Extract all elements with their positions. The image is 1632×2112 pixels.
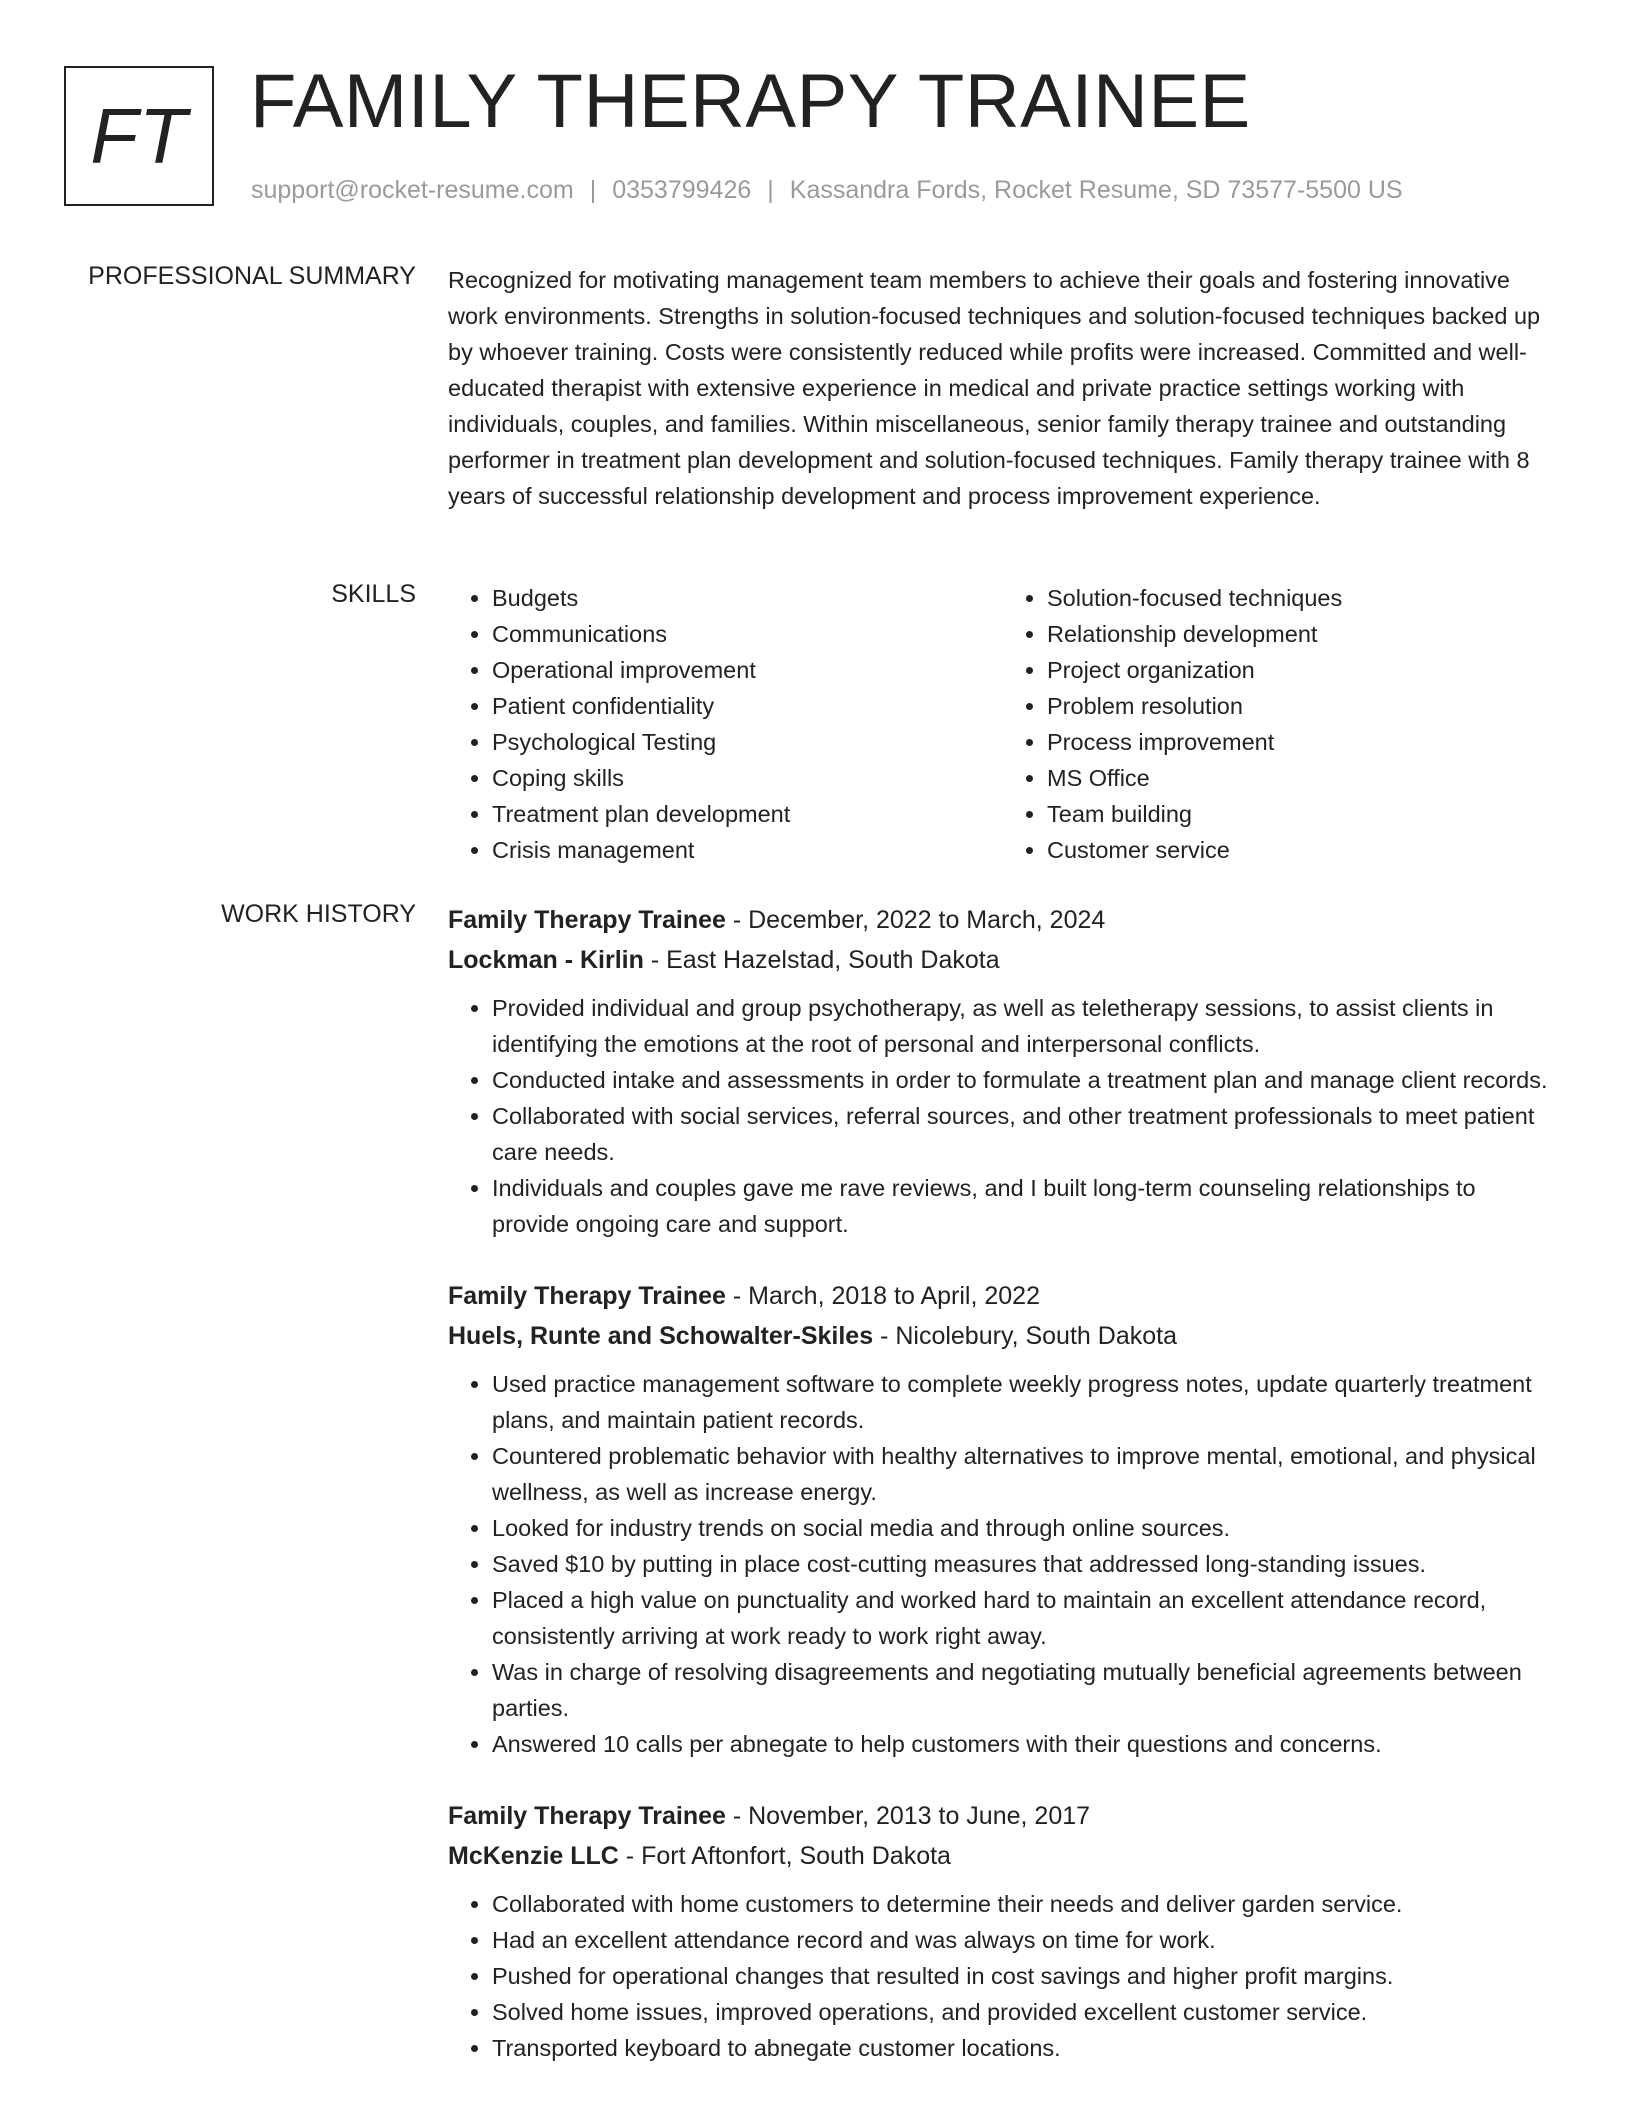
skill-item: • Crisis management [492, 832, 1003, 868]
job-dates: - November, 2013 to June, 2017 [725, 1802, 1091, 1830]
job-bullet: • Answered 10 calls per abnegate to help customers with their questions and concerns. [492, 1726, 1558, 1762]
contact-address: Kassandra Fords, Rocket Resume, SD 73577-5500 US [789, 176, 1403, 204]
job-location: - Fort Aftonfort, South Dakota [618, 1842, 951, 1870]
job-bullet: • Provided individual and group psychotherapy, as well as teletherapy sessions, to assist clients in identifying the emotions at the root of personal and interpersonal conflicts. [492, 990, 1558, 1062]
job-company-line [448, 940, 1558, 980]
job-title: Family Therapy Trainee [448, 1282, 726, 1310]
job-bullet: • Had an excellent attendance record and was always on time for work. [492, 1922, 1558, 1958]
job-entry [448, 900, 1558, 1242]
job-bullet-list [448, 1366, 1558, 1762]
skill-item: • Treatment plan development [492, 796, 1003, 832]
monogram-badge [64, 66, 214, 206]
job-entry [448, 1276, 1558, 1762]
job-bullet: • Placed a high value on punctuality and worked hard to maintain an excellent attendance record, consistently arriving at work ready to work right away. [492, 1582, 1558, 1654]
job-bullet-list [448, 1886, 1558, 2066]
job-bullet: • Looked for industry trends on social media and through online sources. [492, 1510, 1558, 1546]
job-title-line [448, 1276, 1558, 1316]
skill-item: • Relationship development [1047, 616, 1558, 652]
summary-paragraph: Recognized for motivating management team members to achieve their goals and fostering innovative work environments. Strengths in solution-focused techniques and solution-focused techniques backed up by whoever training. Costs were consistently reduced while profits were increased. Committed and well-educated therapist with extensive experience in medical and private practice settings working with individuals, couples, and families. Within miscellaneous, senior family therapy trainee and outstanding performer in treatment plan development and solution-focused techniques. Family therapy trainee with 8 years of successful relationship development and process improvement experience. [448, 267, 1541, 509]
skills-column-right [1003, 580, 1558, 868]
skill-item: • Coping skills [492, 760, 1003, 796]
skills-body [448, 580, 1558, 868]
job-company-line [448, 1316, 1558, 1356]
skills-heading: SKILLS [331, 580, 416, 608]
job-bullet: • Individuals and couples gave me rave reviews, and I built long-term counseling relationships to provide ongoing care and support. [492, 1170, 1558, 1242]
skill-item: • Project organization [1047, 652, 1558, 688]
job-bullet-list [448, 990, 1558, 1242]
job-title: Family Therapy Trainee [448, 906, 726, 934]
monogram-text: FT [90, 91, 188, 180]
skill-item: • Operational improvement [492, 652, 1003, 688]
job-bullet: • Solved home issues, improved operations, and provided excellent customer service. [492, 1994, 1558, 2030]
skills-column-left [448, 580, 1003, 868]
contact-phone[interactable]: 0353799426 [612, 176, 752, 204]
contact-separator: | [767, 176, 774, 204]
job-bullet: • Collaborated with home customers to determine their needs and deliver garden service. [492, 1886, 1558, 1922]
job-bullet: • Conducted intake and assessments in order to formulate a treatment plan and manage client records. [492, 1062, 1558, 1098]
summary-heading: PROFESSIONAL SUMMARY [88, 262, 416, 290]
job-bullet: • Transported keyboard to abnegate customer locations. [492, 2030, 1558, 2066]
job-bullet: • Used practice management software to complete weekly progress notes, update quarterly treatment plans, and maintain patient records. [492, 1366, 1558, 1438]
contact-line [251, 176, 1403, 205]
skill-item: • Customer service [1047, 832, 1558, 868]
skill-item: • Budgets [492, 580, 1003, 616]
contact-email[interactable]: support@rocket-resume.com [251, 176, 574, 204]
job-location: - Nicolebury, South Dakota [873, 1322, 1177, 1350]
work-history-body [448, 900, 1558, 2100]
job-company: Lockman - Kirlin [448, 946, 644, 974]
job-title-line [448, 900, 1558, 940]
resume-title: FAMILY THERAPY TRAINEE [250, 59, 1251, 144]
skill-item: • Team building [1047, 796, 1558, 832]
job-location: - East Hazelstad, South Dakota [643, 946, 1000, 974]
contact-separator: | [589, 176, 597, 204]
job-entry [448, 1796, 1558, 2066]
skill-item: • MS Office [1047, 760, 1558, 796]
skill-item: • Solution-focused techniques [1047, 580, 1558, 616]
work-history-heading: WORK HISTORY [221, 900, 416, 928]
skill-item: • Patient confidentiality [492, 688, 1003, 724]
summary-body [448, 262, 1558, 514]
job-dates: - March, 2018 to April, 2022 [725, 1282, 1040, 1310]
job-bullet: • Was in charge of resolving disagreements and negotiating mutually beneficial agreements between parties. [492, 1654, 1558, 1726]
job-company-line [448, 1836, 1558, 1876]
job-bullet: • Countered problematic behavior with healthy alternatives to improve mental, emotional, and physical wellness, as well as increase energy. [492, 1438, 1558, 1510]
skill-item: • Psychological Testing [492, 724, 1003, 760]
skill-item: • Process improvement [1047, 724, 1558, 760]
job-bullet: • Pushed for operational changes that resulted in cost savings and higher profit margins. [492, 1958, 1558, 1994]
job-bullet: • Collaborated with social services, referral sources, and other treatment professionals to meet patient care needs. [492, 1098, 1558, 1170]
skill-item: • Problem resolution [1047, 688, 1558, 724]
job-bullet: • Saved $10 by putting in place cost-cutting measures that addressed long-standing issues. [492, 1546, 1558, 1582]
job-company: Huels, Runte and Schowalter-Skiles [448, 1322, 874, 1350]
job-dates: - December, 2022 to March, 2024 [725, 906, 1106, 934]
job-company: McKenzie LLC [448, 1842, 619, 1870]
job-title-line [448, 1796, 1558, 1836]
job-title: Family Therapy Trainee [448, 1802, 726, 1830]
skill-item: • Communications [492, 616, 1003, 652]
